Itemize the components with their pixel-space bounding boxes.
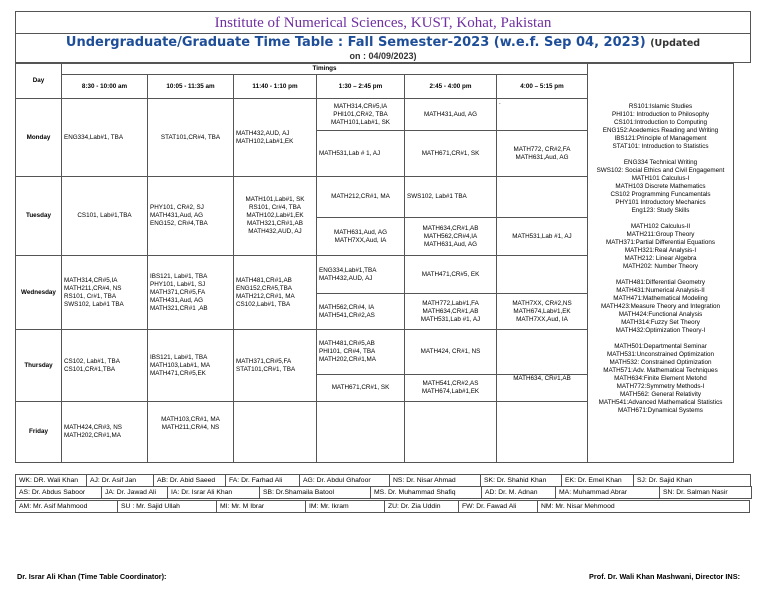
class-cell: MATH481,CR#5,AB PHI101, CR#4, TBA MATH202,CR#1,MA [317,330,405,375]
class-cell [317,402,405,463]
day-tuesday: Tuesday [16,177,62,256]
teacher-code: SN: Dr. Salman Nasir [659,486,752,499]
class-cell: MATH634,CR#1,AB MATH562,CR#4,IA MATH631,Aud, AG [405,218,497,256]
teacher-code: MS. Dr. Muhammad Shafiq [370,486,482,499]
teacher-code: ZU: Dr. Zia Uddin [384,500,459,513]
class-cell: MATH7XX, CR#2,NS MATH674,Lab#1,EK MATH7XX,Aud, IA [497,294,588,330]
class-cell: MATH562,CR#4, IA MATH541,CR#2,AS [317,294,405,330]
day-wednesday: Wednesday [16,256,62,330]
course-group: RS101:Islamic Studies PHI101: Introduction to Philosophy CS101:Introduction to Computing ENG152:Acedemics Reading and Writing IBS121:Principle of Management STAT101: Introduction to Statistics [602,103,719,150]
class-cell: MATH371,CR#5,FA STAT101,CR#1, TBA [234,330,317,402]
class-cell: MATH671,CR#1, SK [405,131,497,177]
teacher-code: IM: Mr. Ikram [305,500,385,513]
class-cell [497,330,588,375]
class-cell: MATH432,AUD, AJ MATH102,Lab#1,EK [234,99,317,177]
slot-header: 11:40 - 1:10 pm [234,75,317,99]
class-cell: STAT101,CR#4, TBA [148,99,234,177]
class-cell: MATH103,CR#1, MA MATH211,CR#4, NS [148,402,234,463]
day-monday: Monday [16,99,62,177]
class-cell [405,402,497,463]
day-header: Day [16,64,62,99]
teacher-code: FW: Dr. Fawad Ali [458,500,538,513]
teacher-code: AG: Dr. Abdul Ghafoor [299,474,390,487]
class-cell: MATH471,CR#5, EK [405,256,497,294]
director-signature: Prof. Dr. Wali Khan Mashwani, Director INS: [589,572,740,581]
timetable-grid [15,63,734,463]
teacher-code: AB: Dr. Abid Saeed [153,474,226,487]
class-cell: CS101, Lab#1,TBA [62,177,148,256]
updated-note: (Updated [650,38,701,49]
teacher-code: AM: Mr. Asif Mahmood [15,500,118,513]
class-cell: MATH101,Lab#1, SK RS101, Cr#4, TBA MATH102,Lab#1,EK MATH321,CR#1,AB MATH432,AUD, AJ [234,177,317,256]
class-cell: CS102, Lab#1, TBA CS101,CR#1,TBA [62,330,148,402]
teacher-code: MI: Mr. M Ibrar [216,500,306,513]
class-cell: MATH424, CR#1, NS [405,330,497,375]
timings-header: Timings [62,64,588,75]
teacher-code: JA: Dr. Jawad Ali [101,486,168,499]
day-friday: Friday [16,402,62,463]
class-cell: MATH671,CR#1, SK [317,375,405,402]
timetable-title [15,33,751,63]
teacher-legend-row [15,486,751,499]
slot-header: 8:30 - 10:00 am [62,75,148,99]
class-cell: IBS121, Lab#1, TBA PHY101, Lab#1, SJ MATH371,CR#5,FA MATH431,Aud, AG MATH321,CR#1 ,AB [148,256,234,330]
class-cell: ENG334,Lab#1, TBA [62,99,148,177]
teacher-code: WK: DR. Wali Khan [15,474,87,487]
teacher-legend-row [15,500,749,513]
class-cell: ENG334,Lab#1,TBA MATH432,AUD, AJ [317,256,405,294]
class-cell: MATH212,CR#1, MA [317,177,405,218]
teacher-code: SU : Mr. Sajid Ullah [117,500,217,513]
class-cell: MATH541,CR#2,AS MATH674,Lab#1,EK [405,375,497,402]
teacher-code: IA: Dr. Israr Ali Khan [167,486,260,499]
updated-date: on : 04/09/2023) [349,51,417,61]
class-cell: PHY101, CR#2, SJ MATH431,Aud, AG ENG152, CR#4,TBA [148,177,234,256]
teacher-code: AJ: Dr. Asif Jan [86,474,154,487]
course-group: MATH501:Departmental Seminar MATH531:Unconstrained Optimization MATH532: Constrained Optimization MATH571:Adv. Mathematical Techniques MATH634:Finite Element Metohd MATH772:Symmetry Methods-I MATH562: General Relativity MATH541:Advanced Mathematical Statistics MATH671:Dynamical Systems [598,343,723,414]
slot-header: 1:30 – 2:45 pm [317,75,405,99]
teacher-code: SK: Dr. Shahid Khan [480,474,562,487]
class-cell [497,256,588,294]
class-cell: MATH772,Lab#1,FA MATH634,CR#1,AB MATH531,Lab #1, AJ [405,294,497,330]
teacher-code: NS: Dr. Nisar Ahmad [389,474,481,487]
class-cell [497,402,588,463]
coordinator-signature: Dr. Israr Ali Khan (Time Table Coordinator): [17,572,167,581]
teacher-code: AD: Dr. M. Adnan [481,486,556,499]
slot-header: 2:45 - 4:00 pm [405,75,497,99]
class-cell: MATH424,CR#3, NS MATH202,CR#1,MA [62,402,148,463]
class-cell: MATH314,CR#5,IA MATH211,CR#4, NS RS101, Cr#1, TBA SWS102, Lab#1 TBA [62,256,148,330]
class-cell: . [497,99,588,131]
class-cell [497,177,588,218]
institute-title: Institute of Numerical Sciences, KUST, Kohat, Pakistan [15,11,751,33]
slot-header: 4:00 – 5:15 pm [497,75,588,99]
teacher-code: EK: Dr. Emel Khan [561,474,634,487]
class-cell: MATH631,Aud, AG MATH7XX,Aud, IA [317,218,405,256]
slot-header: 10:05 - 11:35 am [148,75,234,99]
teacher-code: FA: Dr. Farhad Ali [225,474,300,487]
class-cell: SWS102, Lab#1 TBA [405,177,497,218]
class-cell: MATH531,Lab #1, AJ [497,218,588,256]
class-cell [234,402,317,463]
course-group: MATH102 Calculus-II MATH211:Group Theory MATH371:Partial Differential Equations MATH321:Real Analysis-I MATH212: Linear Algebra MATH202: Number Theory [606,223,715,270]
class-cell: MATH772, CR#2,FA MATH631,Aud, AG [497,131,588,177]
class-cell: MATH431,Aud, AG [405,99,497,131]
teacher-code: SJ: Dr. Sajid Khan [633,474,751,487]
teacher-code: MA: Muhammad Abrar [555,486,660,499]
class-cell: MATH531,Lab # 1, AJ [317,131,405,177]
class-cell: MATH481,CR#1,AB ENG152,CR#5,TBA MATH212,CR#1, MA CS102,Lab#1, TBA [234,256,317,330]
class-cell: MATH634, CR#1,AB [497,375,588,402]
course-group: ENG334 Technical Writing SWS102: Social Ethics and Civil Engagement MATH101 Calculus-I MATH103 Discrete Mathematics CS102 Programming Funcamentals PHY101 Introductory Mechanics Eng123: Study Skills [596,159,725,214]
class-cell: IBS121, Lab#1, TBA MATH103,Lab#1, MA MATH471,CR#5,EK [148,330,234,402]
day-thursday: Thursday [16,330,62,402]
course-list [588,64,734,463]
class-cell: MATH314,CR#5,IA PHI101,CR#2, TBA MATH101,Lab#1, SK [317,99,405,131]
teacher-code: AS: Dr. Abdus Saboor [15,486,102,499]
course-group: MATH481:Differential Geometry MATH431:Numerical Analysis-II MATH471:Mathematical Modeling MATH423:Measure Theory and Integration MATH424:Functional Analysis MATH314:Fuzzy Set Theory MATH432:Optimization Theory-I [600,279,721,334]
timetable-heading: Undergraduate/Graduate Time Table : Fall Semester-2023 (w.e.f. Sep 04, 2023) [65,35,646,50]
teacher-code: SB: Dr.Shamaila Batool [259,486,371,499]
teacher-code: NM: Mr. Nisar Mehmood [537,500,750,513]
